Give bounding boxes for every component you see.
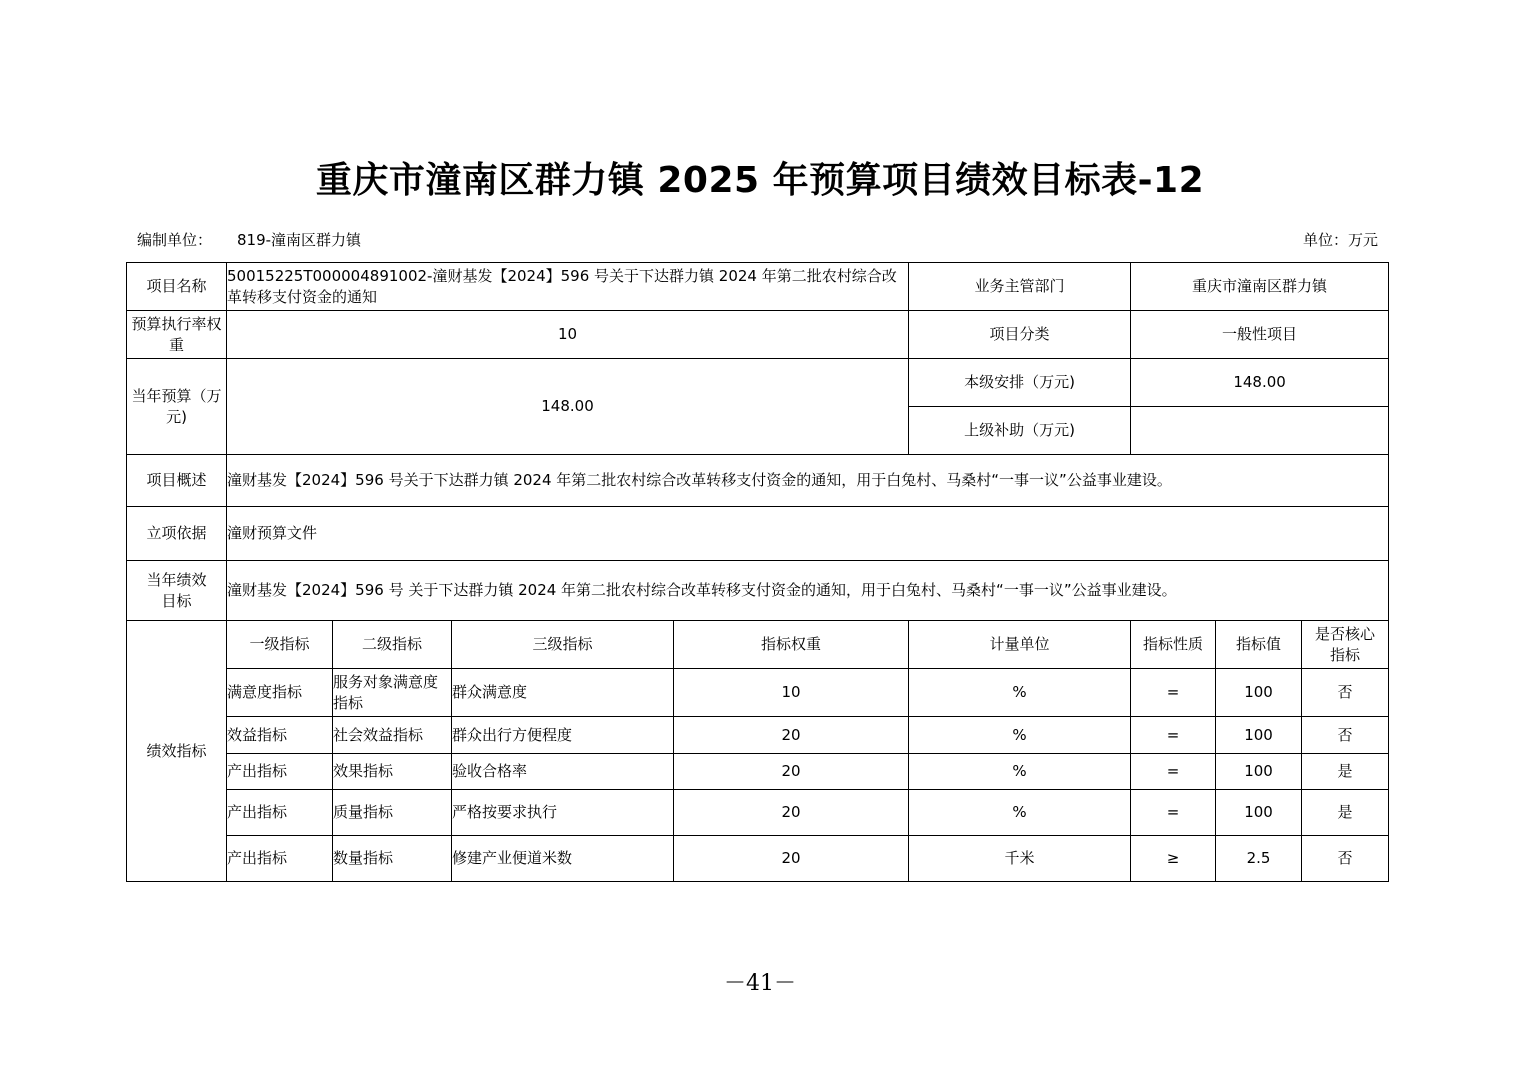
table-row <box>127 507 1389 561</box>
cell-unit: % <box>909 790 1131 836</box>
goal-value: 潼财基发【2024】596 号 关于下达群力镇 2024 年第二批农村综合改革转移支付资金的通知，用于白兔村、马桑村“一事一议”公益事业建设。 <box>227 561 1389 621</box>
table-row <box>127 359 1389 407</box>
table-row <box>127 263 1389 311</box>
overview-value: 潼财基发【2024】596 号关于下达群力镇 2024 年第二批农村综合改革转移支付资金的通知，用于白兔村、马桑村“一事一议”公益事业建设。 <box>227 455 1389 507</box>
cell-level3: 验收合格率 <box>452 754 674 790</box>
cell-value: 100 <box>1216 717 1302 754</box>
cell-nature: ≥ <box>1131 836 1216 882</box>
cell-unit: 千米 <box>909 836 1131 882</box>
cell-nature: = <box>1131 669 1216 717</box>
local-label: 本级安排（万元) <box>909 359 1131 407</box>
header-core: 是否核心指标 <box>1302 621 1389 669</box>
cell-value: 100 <box>1216 754 1302 790</box>
cell-value: 100 <box>1216 669 1302 717</box>
cell-weight: 20 <box>674 790 909 836</box>
page-number: －41－ <box>724 971 796 996</box>
unit-label: 单位：万元 <box>1302 231 1378 249</box>
cell-level2: 质量指标 <box>333 790 452 836</box>
cell-level1: 产出指标 <box>227 754 333 790</box>
cell-nature: = <box>1131 790 1216 836</box>
header-level3: 三级指标 <box>452 621 674 669</box>
header-weight: 指标权重 <box>674 621 909 669</box>
overview-label: 项目概述 <box>127 455 227 507</box>
category-label: 项目分类 <box>909 311 1131 359</box>
weight-label: 预算执行率权重 <box>127 311 227 359</box>
table-row <box>127 836 1389 882</box>
cell-level2: 数量指标 <box>333 836 452 882</box>
cell-level3: 修建产业便道米数 <box>452 836 674 882</box>
category-value: 一般性项目 <box>1131 311 1389 359</box>
goal-label: 当年绩效目标 <box>127 561 227 621</box>
cell-level2: 社会效益指标 <box>333 717 452 754</box>
header-level2: 二级指标 <box>333 621 452 669</box>
cell-core: 是 <box>1302 754 1389 790</box>
page-title: 重庆市潼南区群力镇 2025 年预算项目绩效目标表-12 <box>315 160 1205 201</box>
dept-label: 业务主管部门 <box>909 263 1131 311</box>
subsidy-value <box>1131 407 1389 455</box>
table-row <box>127 455 1389 507</box>
cell-core: 否 <box>1302 669 1389 717</box>
table-row <box>127 790 1389 836</box>
subsidy-label: 上级补助（万元) <box>909 407 1131 455</box>
table-row <box>127 561 1389 621</box>
cell-level2: 服务对象满意度指标 <box>333 669 452 717</box>
header-nature: 指标性质 <box>1131 621 1216 669</box>
cell-unit: % <box>909 754 1131 790</box>
cell-level2: 效果指标 <box>333 754 452 790</box>
cell-value: 100 <box>1216 790 1302 836</box>
cell-level3: 群众出行方便程度 <box>452 717 674 754</box>
cell-level1: 产出指标 <box>227 790 333 836</box>
budget-label: 当年预算（万元) <box>127 359 227 455</box>
performance-table <box>126 262 1389 882</box>
cell-weight: 10 <box>674 669 909 717</box>
project-name-value: 50015225T000004891002-潼财基发【2024】596 号关于下达群力镇 2024 年第二批农村综合改革转移支付资金的通知 <box>227 263 909 311</box>
cell-unit: % <box>909 669 1131 717</box>
org-value: 819-潼南区群力镇 <box>237 231 362 249</box>
cell-level1: 效益指标 <box>227 717 333 754</box>
basis-value: 潼财预算文件 <box>227 507 1389 561</box>
org-label: 编制单位： <box>137 231 213 249</box>
cell-core: 否 <box>1302 836 1389 882</box>
cell-level1: 产出指标 <box>227 836 333 882</box>
cell-value: 2.5 <box>1216 836 1302 882</box>
cell-weight: 20 <box>674 836 909 882</box>
header-unit: 计量单位 <box>909 621 1131 669</box>
basis-label: 立项依据 <box>127 507 227 561</box>
cell-unit: % <box>909 717 1131 754</box>
cell-level3: 群众满意度 <box>452 669 674 717</box>
cell-weight: 20 <box>674 717 909 754</box>
indicator-header-row <box>127 621 1389 669</box>
dept-value: 重庆市潼南区群力镇 <box>1131 263 1389 311</box>
header-level1: 一级指标 <box>227 621 333 669</box>
cell-level1: 满意度指标 <box>227 669 333 717</box>
header-value: 指标值 <box>1216 621 1302 669</box>
cell-nature: = <box>1131 754 1216 790</box>
table-row <box>127 669 1389 717</box>
budget-value: 148.00 <box>227 359 909 455</box>
table-row <box>127 311 1389 359</box>
cell-core: 否 <box>1302 717 1389 754</box>
cell-core: 是 <box>1302 790 1389 836</box>
weight-value: 10 <box>227 311 909 359</box>
local-value: 148.00 <box>1131 359 1389 407</box>
table-row <box>127 754 1389 790</box>
indicator-section-label: 绩效指标 <box>127 621 227 882</box>
cell-level3: 严格按要求执行 <box>452 790 674 836</box>
table-row <box>127 717 1389 754</box>
cell-nature: = <box>1131 717 1216 754</box>
project-name-label: 项目名称 <box>127 263 227 311</box>
cell-weight: 20 <box>674 754 909 790</box>
